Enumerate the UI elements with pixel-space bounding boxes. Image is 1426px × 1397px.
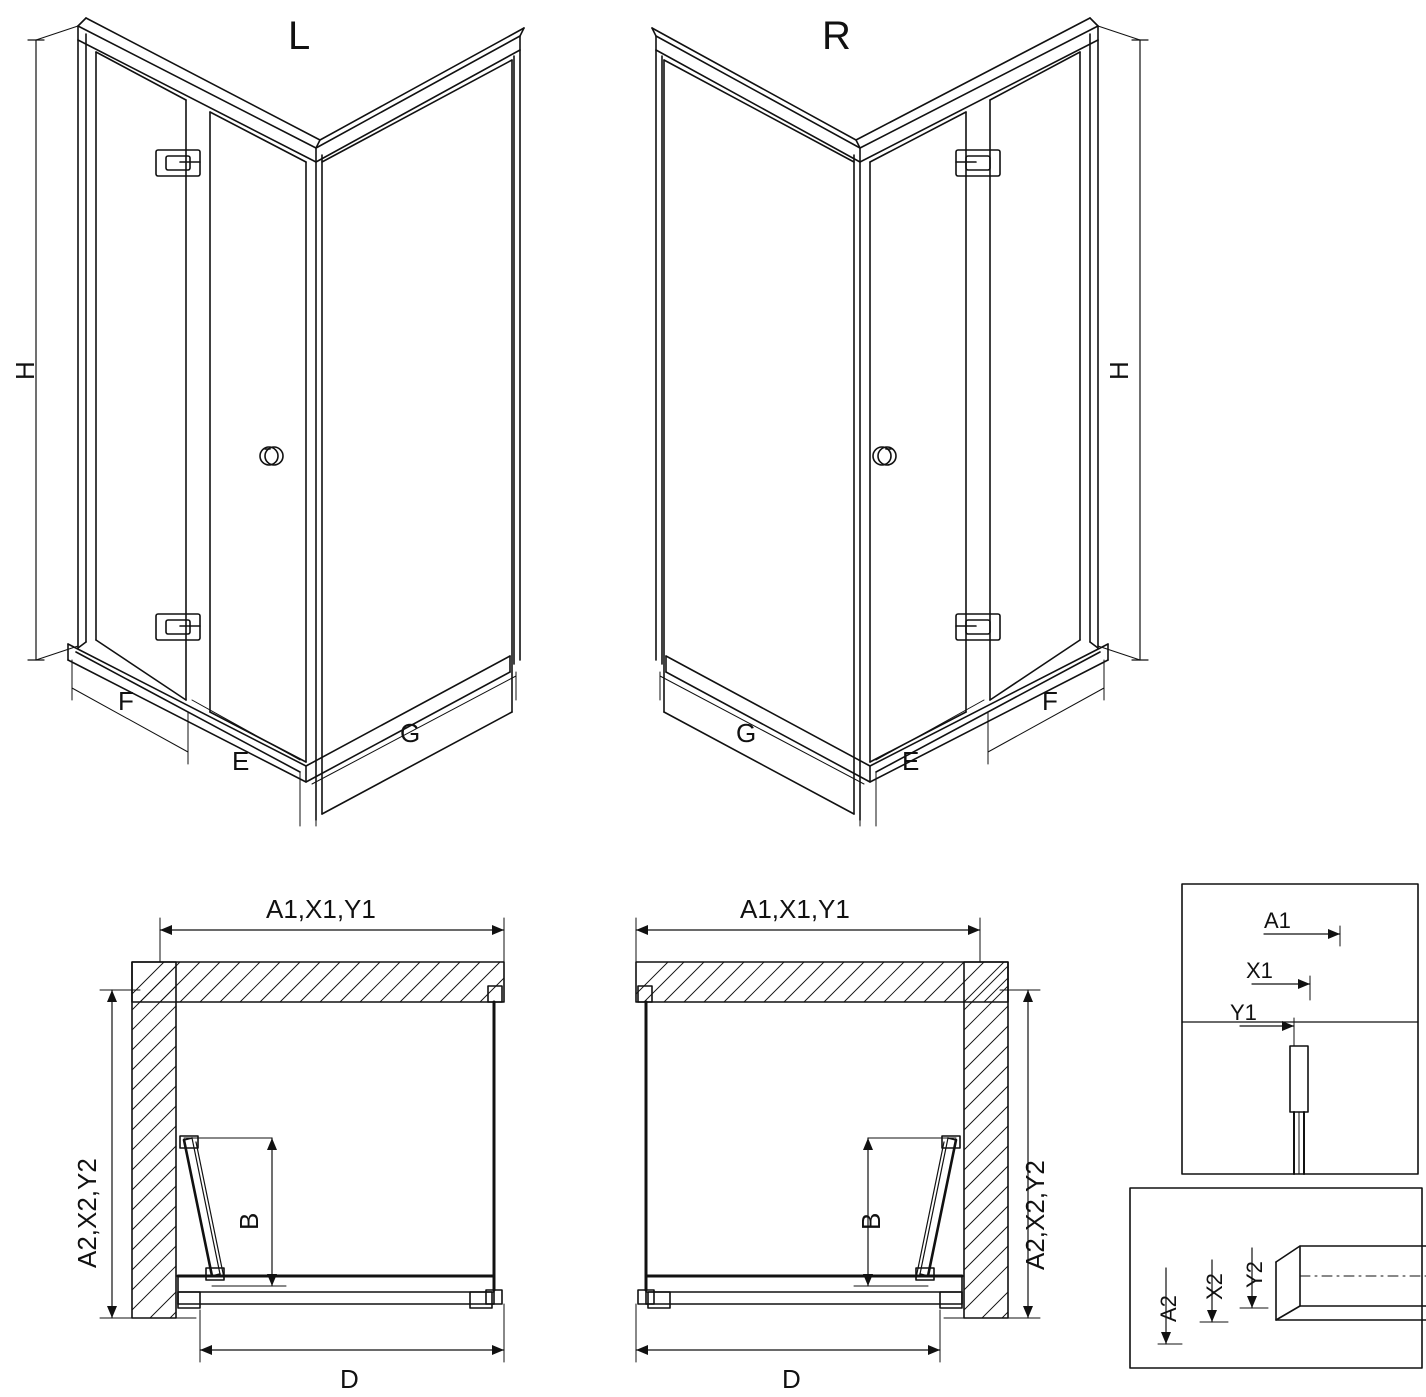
iso-left-label-f: F bbox=[118, 686, 134, 716]
detail-bottom-dim-a2: A2 bbox=[1156, 1295, 1181, 1322]
detail-top-box bbox=[1182, 884, 1418, 1174]
detail-bottom-dim-x2: X2 bbox=[1202, 1273, 1227, 1300]
plan-right-view bbox=[636, 918, 1040, 1362]
detail-bottom-dim-y2: Y2 bbox=[1242, 1261, 1267, 1288]
plan-left-door-dim: B bbox=[234, 1212, 264, 1230]
detail-top-dim-a1: A1 bbox=[1264, 908, 1291, 933]
iso-right-label-g: G bbox=[736, 718, 757, 748]
variant-label-right: R bbox=[822, 14, 851, 58]
detail-top-dim-x1: X1 bbox=[1246, 958, 1273, 983]
plan-right-bottom-dim: D bbox=[782, 1364, 801, 1394]
variant-label-left: L bbox=[288, 14, 311, 58]
iso-right-enclosure bbox=[652, 18, 1148, 826]
iso-left-height-label: H bbox=[10, 361, 40, 380]
plan-left-view bbox=[100, 918, 504, 1362]
plan-left-top-dim: A1,X1,Y1 bbox=[266, 894, 376, 924]
iso-left-label-g: G bbox=[400, 718, 421, 748]
iso-left-label-e: E bbox=[232, 746, 250, 776]
plan-right-side-dim: A2,X2,Y2 bbox=[1020, 1160, 1050, 1270]
iso-right-height-label: H bbox=[1104, 361, 1134, 380]
plan-left-side-dim: A2,X2,Y2 bbox=[72, 1158, 102, 1268]
detail-top-dim-y1: Y1 bbox=[1230, 1000, 1257, 1025]
plan-right-top-dim: A1,X1,Y1 bbox=[740, 894, 850, 924]
plan-right-door-dim: B bbox=[856, 1212, 886, 1230]
iso-right-label-f: F bbox=[1042, 686, 1058, 716]
iso-left-enclosure bbox=[28, 18, 524, 826]
detail-bottom-box bbox=[1130, 1188, 1426, 1368]
iso-right-label-e: E bbox=[902, 746, 920, 776]
plan-left-bottom-dim: D bbox=[340, 1364, 359, 1394]
